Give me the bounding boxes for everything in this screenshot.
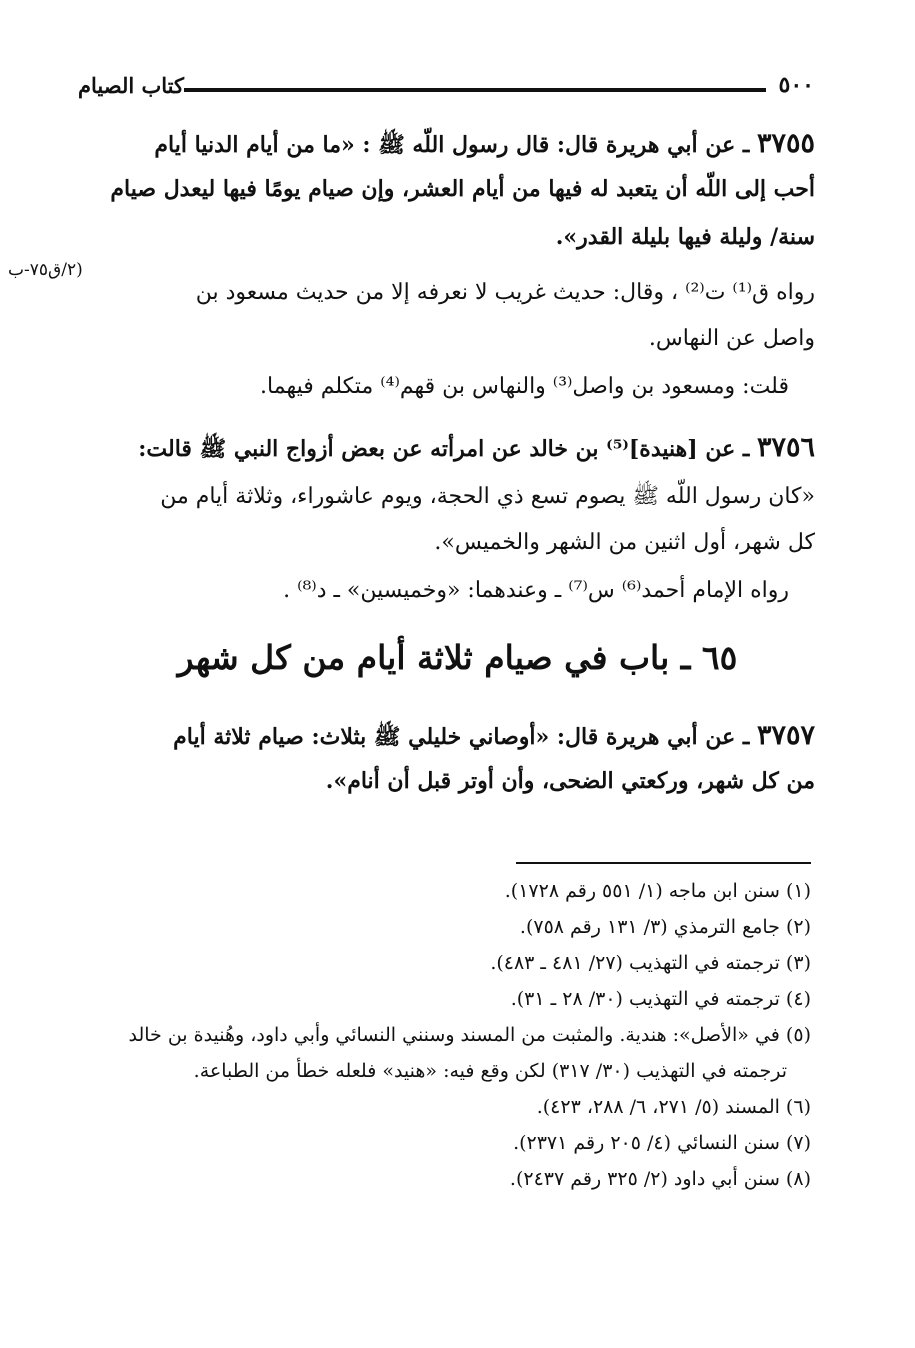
- page-number: ٥٠٠: [778, 72, 814, 98]
- hadith-text: ـ عن [هنيدة]⁽⁵⁾ بن خالد عن امرأته عن بعض أزواج النبي ﷺ قالت:: [138, 436, 750, 462]
- hadith-3755-line-1: [154, 128, 815, 163]
- footnote-separator: [516, 862, 811, 864]
- takhrij-3755-line-1: رواه ق⁽¹⁾ ت⁽²⁾ ، وقال: حديث غريب لا نعرفه إلا من حديث مسعود بن: [195, 280, 815, 305]
- manuscript-margin-note: ٢/ق٧٥-ب): [8, 260, 83, 280]
- running-header: [78, 72, 814, 106]
- hadith-3756-line-2: «كان رسول اللّه ﷺ يصوم تسع ذي الحجة، ويوم عاشوراء، وثلاثة أيام من: [160, 484, 815, 509]
- footnote-5: (٥) في «الأصل»: هندية. والمثبت من المسند وسنني النسائي وأبي داود، وهُنيدة بن خالد: [128, 1024, 811, 1046]
- footnote-2: (٢) جامع الترمذي (٣/ ١٣١ رقم ٧٥٨).: [519, 916, 811, 938]
- editor-note-3755: قلت: ومسعود بن واصل⁽³⁾ والنهاس بن قهم⁽⁴⁾ متكلم فيهما.: [260, 374, 789, 399]
- hadith-3757-line-2: من كل شهر، وركعتي الضحى، وأن أوتر قبل أن أنام».: [325, 768, 815, 794]
- header-rule: [184, 88, 766, 92]
- takhrij-3755-line-2: واصل عن النهاس.: [648, 326, 815, 351]
- footnote-1: (١) سنن ابن ماجه (١/ ٥٥١ رقم ١٧٢٨).: [504, 880, 811, 902]
- footnote-4: (٤) ترجمته في التهذيب (٣٠/ ٢٨ ـ ٣١).: [510, 988, 811, 1010]
- hadith-3757-line-1: [173, 720, 815, 755]
- hadith-3756-line-3: كل شهر، أول اثنين من الشهر والخميس».: [434, 530, 815, 555]
- hadith-text: ـ عن أبي هريرة قال: قال رسول اللّه ﷺ : «ما من أيام الدنيا أيام: [154, 132, 750, 158]
- footnote-7: (٧) سنن النسائي (٤/ ٢٠٥ رقم ٢٣٧١).: [513, 1132, 811, 1154]
- hadith-3755-line-2: أحب إلى اللّه أن يتعبد له فيها من أيام العشر، وإن صيام يومًا فيها ليعدل صيام: [110, 176, 815, 202]
- hadith-text: ـ عن أبي هريرة قال: «أوصاني خليلي ﷺ بثلاث: صيام ثلاثة أيام: [173, 724, 750, 750]
- hadith-number: ٣٧٥٦: [756, 432, 815, 463]
- chapter-heading: ٦٥ ـ باب في صيام ثلاثة أيام من كل شهر: [177, 638, 738, 677]
- hadith-number: ٣٧٥٥: [756, 128, 815, 159]
- book-title: كتاب الصيام: [78, 73, 184, 98]
- takhrij-3756: رواه الإمام أحمد⁽⁶⁾ س⁽⁷⁾ ـ وعندهما: «وخميسين» ـ د⁽⁸⁾ .: [283, 578, 789, 603]
- footnote-6: (٦) المسند (٥/ ٢٧١، ٦/ ٢٨٨، ٤٢٣).: [536, 1096, 811, 1118]
- hadith-number: ٣٧٥٧: [756, 720, 815, 751]
- footnote-5-continuation: ترجمته في التهذيب (٣٠/ ٣١٧) لكن وقع فيه: «هنيد» فلعله خطأ من الطباعة.: [193, 1060, 787, 1082]
- hadith-3756-line-1: [138, 432, 815, 467]
- footnote-8: (٨) سنن أبي داود (٢/ ٣٢٥ رقم ٢٤٣٧).: [509, 1168, 811, 1190]
- footnote-3: (٣) ترجمته في التهذيب (٢٧/ ٤٨١ ـ ٤٨٣).: [490, 952, 811, 974]
- hadith-3755-line-3: سنة/ وليلة فيها بليلة القدر».: [555, 224, 815, 250]
